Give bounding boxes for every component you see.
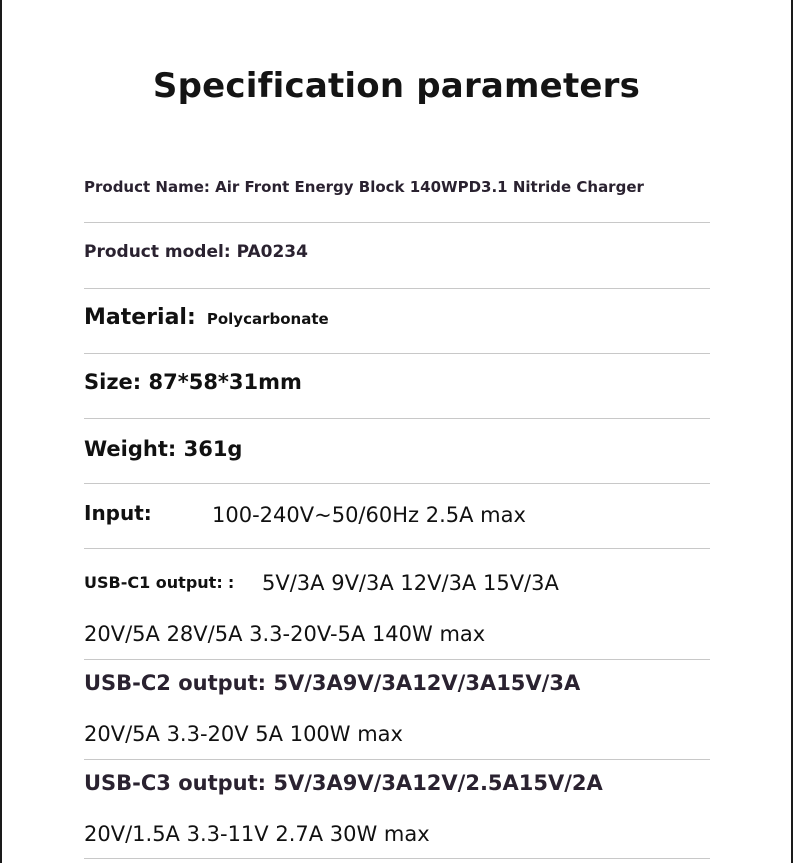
size-label: Size: (84, 370, 142, 394)
size-row (84, 370, 302, 394)
weight-label: Weight: (84, 437, 177, 461)
divider (84, 418, 710, 419)
material-value: Polycarbonate (206, 310, 329, 328)
usb-c2-row (84, 671, 580, 695)
usb-c1-separator: : (227, 573, 235, 592)
size-value: 87*58*31mm (148, 370, 302, 394)
usb-c3-line1: 5V/3A9V/3A12V/2.5A15V/2A (273, 771, 603, 795)
input-value: 100-240V~50/60Hz 2.5A max (212, 503, 526, 527)
usb-c2-line2: 20V/5A 3.3-20V 5A 100W max (84, 722, 403, 746)
divider (84, 759, 710, 760)
material-label: Material: (84, 305, 196, 330)
page-title: Specification parameters (152, 66, 641, 106)
usb-c3-row (84, 771, 603, 795)
weight-value: 361g (183, 437, 243, 461)
usb-c1-line1: 5V/3A 9V/3A 12V/3A 15V/3A (262, 571, 559, 595)
usb-c3-label: USB-C3 output: (84, 771, 267, 795)
divider (84, 483, 710, 484)
product-model-row (84, 242, 308, 262)
product-model-label: Product model: (84, 242, 231, 262)
usb-c1-label: USB-C1 output: (84, 573, 223, 592)
divider (84, 858, 710, 859)
weight-row (84, 437, 242, 461)
divider (84, 288, 710, 289)
divider (84, 353, 710, 354)
input-row (84, 501, 152, 525)
product-name-label: Product Name: (84, 178, 210, 196)
product-model-value: PA0234 (236, 242, 308, 262)
product-name-row (84, 178, 644, 196)
usb-c2-line1: 5V/3A9V/3A12V/3A15V/3A (273, 671, 581, 695)
divider (84, 222, 710, 223)
usb-c2-label: USB-C2 output: (84, 671, 267, 695)
left-border (0, 0, 2, 863)
material-row (84, 305, 329, 330)
product-name-value: Air Front Energy Block 140WPD3.1 Nitride Charger (215, 178, 644, 196)
divider (84, 659, 710, 660)
usb-c3-line2: 20V/1.5A 3.3-11V 2.7A 30W max (84, 822, 430, 846)
input-label: Input: (84, 501, 152, 525)
usb-c1-row (84, 573, 234, 592)
divider (84, 548, 710, 549)
usb-c1-line2: 20V/5A 28V/5A 3.3-20V-5A 140W max (84, 622, 486, 646)
